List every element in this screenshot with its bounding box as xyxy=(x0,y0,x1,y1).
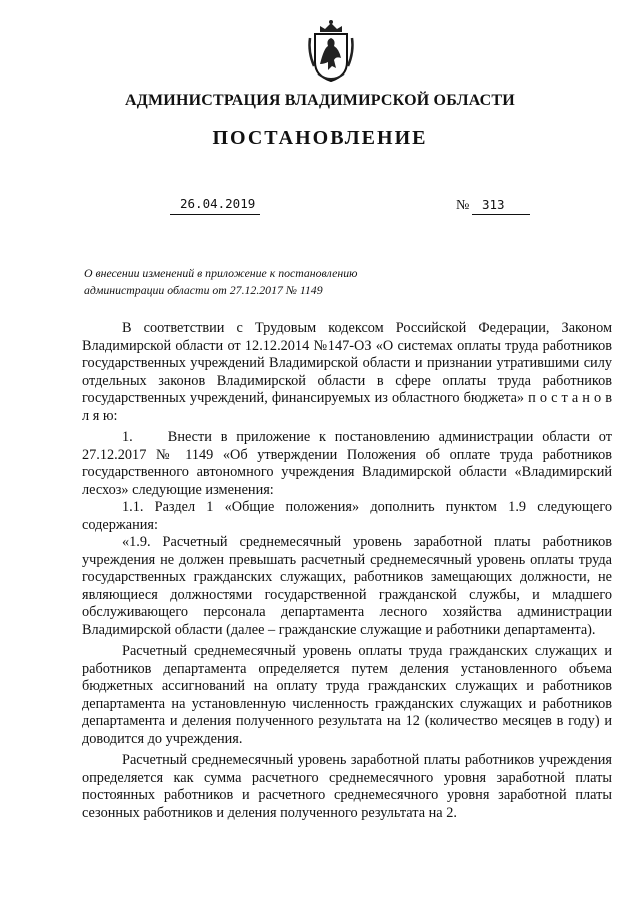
document-subject xyxy=(84,265,357,299)
item-1-1-paragraph: 1.1. Раздел 1 «Общие положения» дополнить пунктом 1.9 следующего содержания: xyxy=(82,499,612,533)
organization-name: АДМИНИСТРАЦИЯ ВЛАДИМИРСКОЙ ОБЛАСТИ xyxy=(125,92,515,109)
date-underline xyxy=(170,214,260,215)
document-number: 313 xyxy=(482,197,505,212)
preamble-paragraph: В соответствии с Трудовым кодексом Российской Федерации, Законом Владимирской области от 12.12.2014 №147-ОЗ «О системах оплаты труда работников государственных учреждений Владимирской области и признании утратившими силу отдельных законов Владимирской области в сфере оплаты труда работников государственных учреждений, финансируемых из областного бюджета» п о с т а н о в л я ю: xyxy=(82,320,612,424)
document-body xyxy=(82,320,612,822)
calculation-paragraph-1: Расчетный среднемесячный уровень оплаты труда гражданских служащих и работников департамента определяется путем деления установленного объема бюджетных ассигнований на оплату труда гражданских служащих и работников департамента на установленную численность гражданских служащих и работников департамента и деления полученного результата на 12 (количество месяцев в году) и доводится до учреждения. xyxy=(82,643,612,747)
item-1-paragraph: 1. Внести в приложение к постановлению администрации области от 27.12.2017 № 1149 «Об утверждении Положения об оплате труда работников государственного автономного учреждения Владимирской области «Владимирский лесхоз» следующие изменения: xyxy=(82,429,612,498)
subject-line-1: О внесении изменений в приложение к постановлению xyxy=(84,266,358,280)
calculation-paragraph-2: Расчетный среднемесячный уровень заработной платы работников учреждения определяется как сумма расчетного среднемесячного уровня заработной платы постоянных работников и расчетного среднемесячного уровня заработной платы сезонных работников и деления полученного результата на 2. xyxy=(82,752,612,821)
document-date: 26.04.2019 xyxy=(180,196,256,211)
number-sign: № xyxy=(456,198,470,213)
coat-of-arms-icon xyxy=(306,18,356,84)
clause-1-9-paragraph: «1.9. Расчетный среднемесячный уровень заработной платы работников учреждения не должен превышать расчетный среднемесячный уровень оплаты труда государственных гражданских служащих, работников замещающих должности, не являющиеся должностями государственной гражданской службы, и младшего обслуживающего персонала департамента лесного хозяйства администрации Владимирской области (далее – гражданские служащие и работники департамента). xyxy=(82,534,612,638)
document-type-title: ПОСТАНОВЛЕНИЕ xyxy=(212,127,428,149)
subject-line-2: администрации области от 27.12.2017 № 1149 xyxy=(84,283,323,297)
number-underline xyxy=(472,214,530,215)
